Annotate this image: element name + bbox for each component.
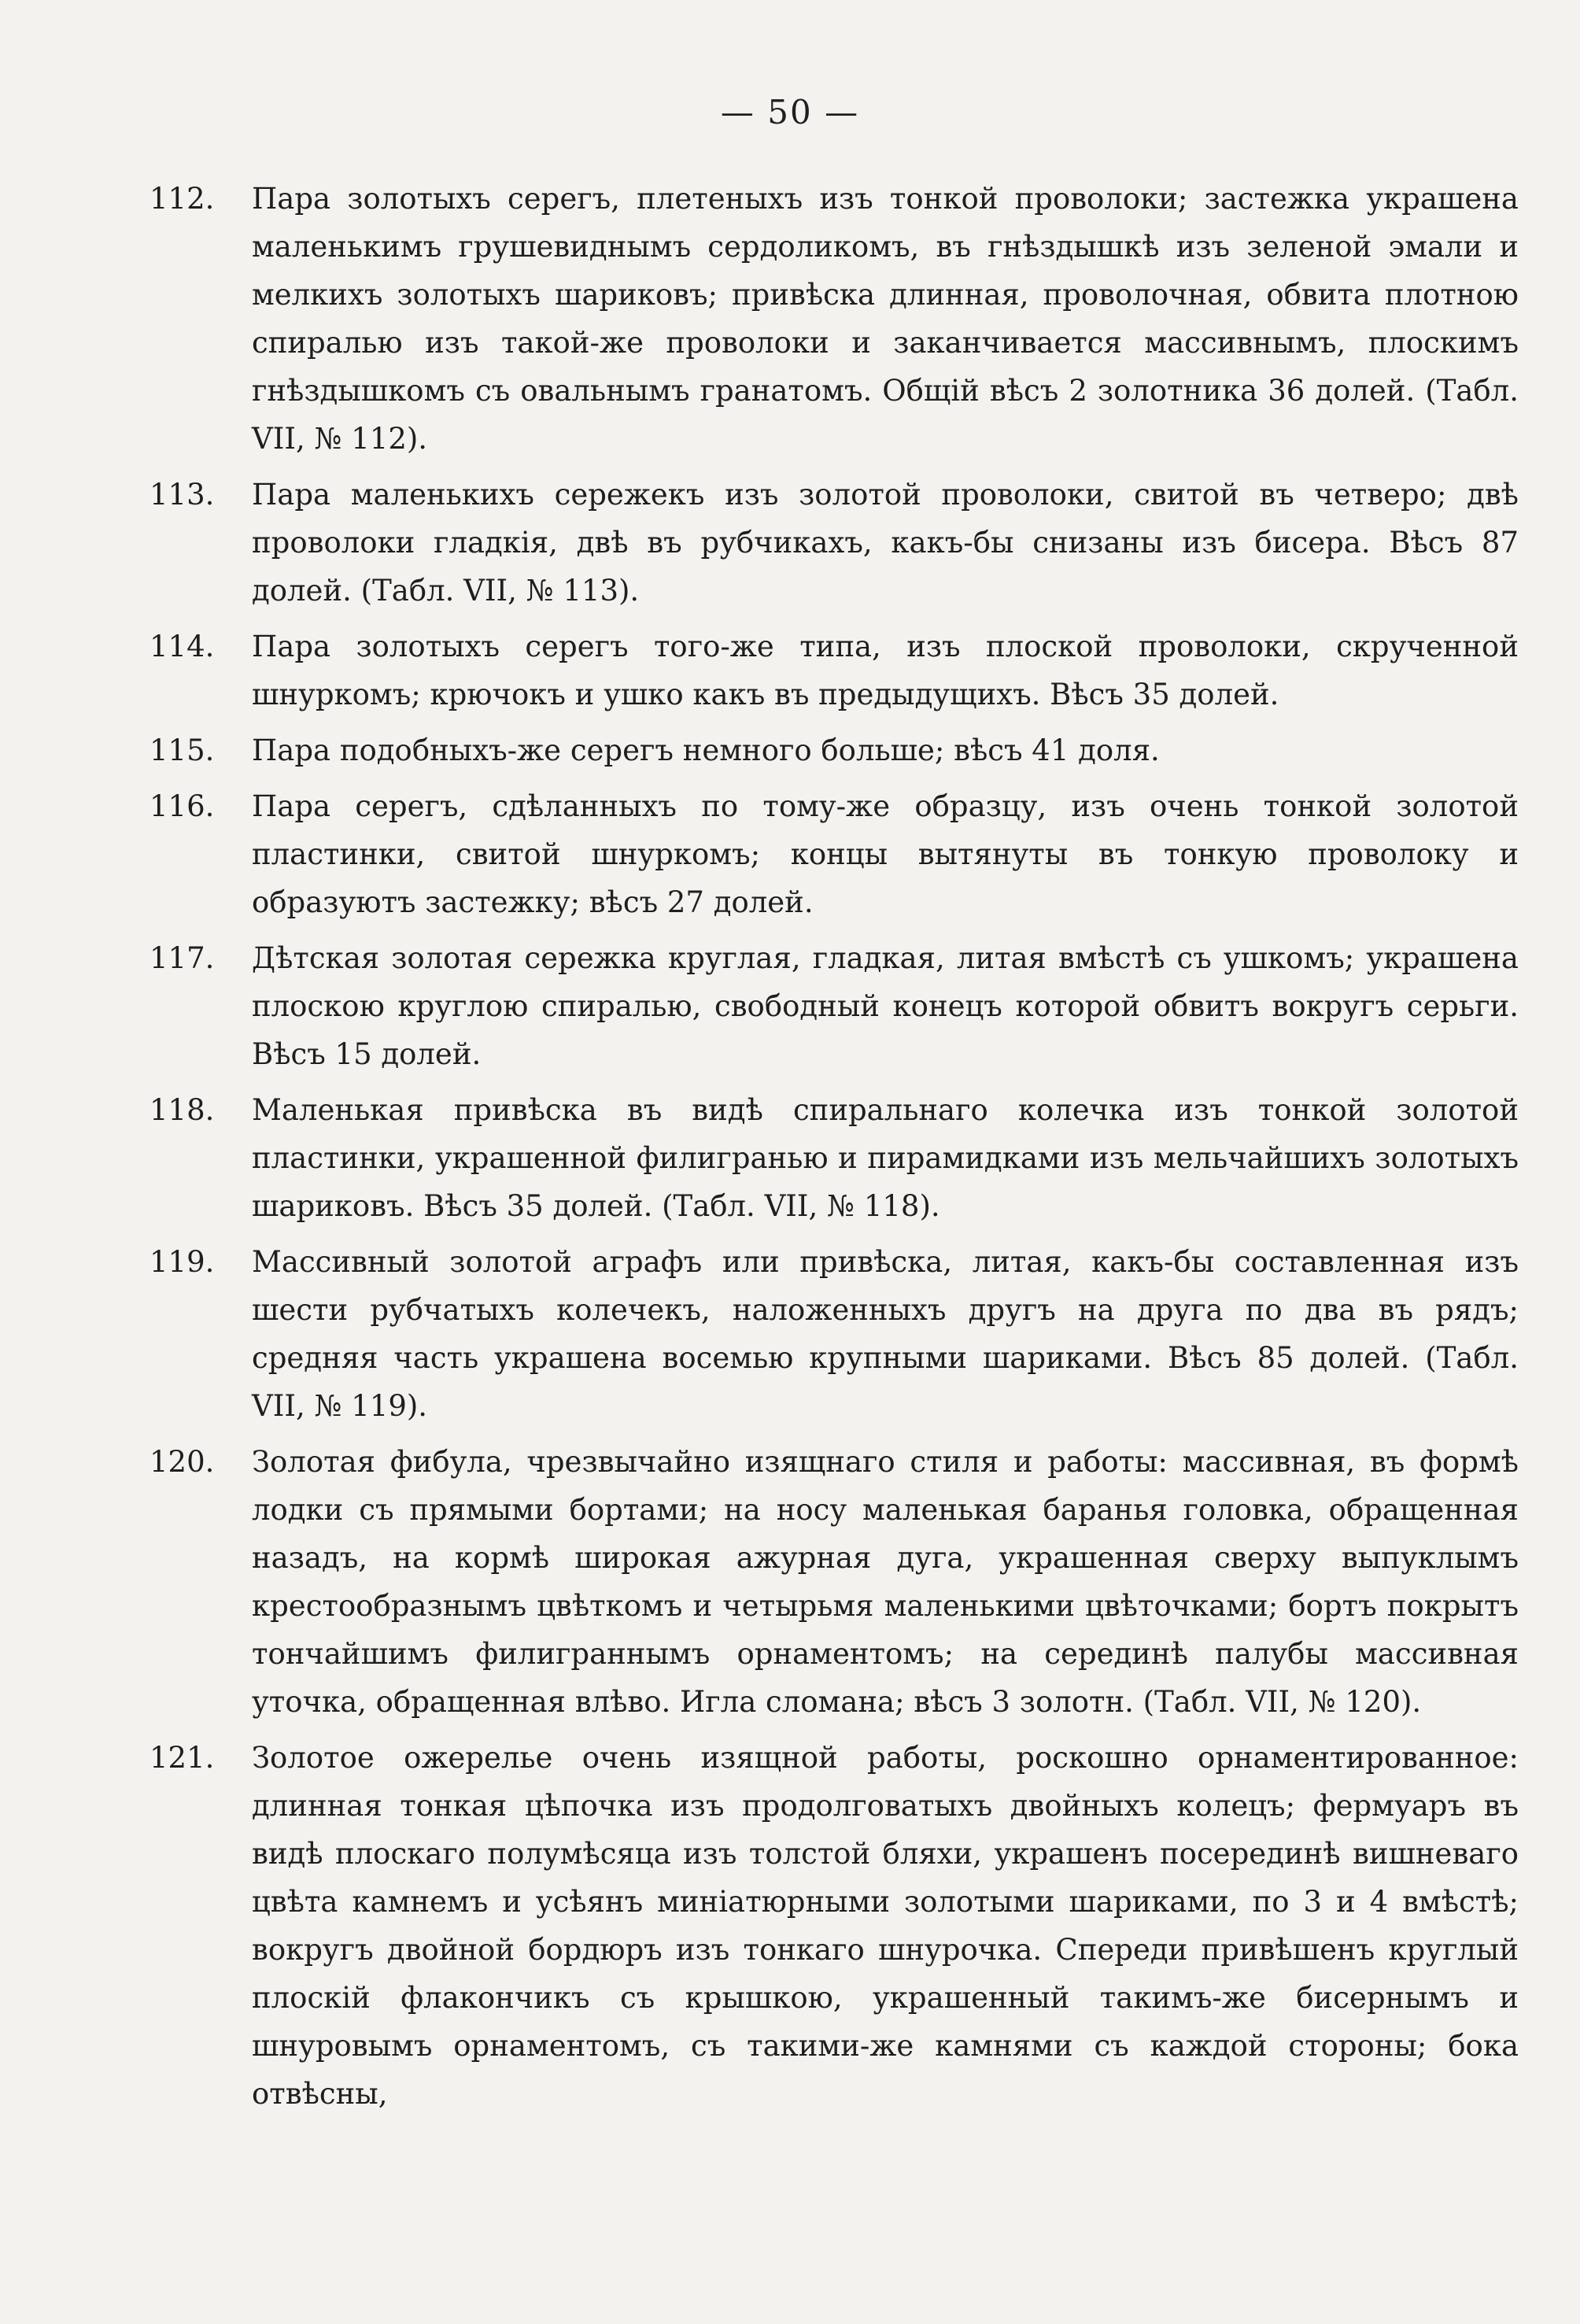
entry-text: Золотая фибула, чрезвычайно изящнаго стиля и работы: массивная, въ формѣ лодки съ прямыми бортами; на носу маленькая баранья головка, обращенная назадъ, на кормѣ широкая ажурная дуга, украшенная сверху выпуклымъ крестообразнымъ цвѣткомъ и четырьмя маленькими цвѣточками; бортъ покрытъ тончайшимъ филиграннымъ орнаментомъ; на серединѣ палубы массивная уточка, обращенная влѣво. Игла сломана; вѣсъ 3 золотн. (Табл. VII, № 120).	[252, 1445, 1519, 1719]
entry-number: 120.	[150, 1445, 215, 1479]
page-number: — 50 —	[720, 93, 860, 131]
entry-number: 113.	[150, 478, 215, 512]
entry-text: Маленькая привѣска въ видѣ спиральнаго колечка изъ тонкой золотой пластинки, украшенной филигранью и пирамидками изъ мельчайшихъ золотыхъ шариковъ. Вѣсъ 35 долей. (Табл. VII, № 118).	[252, 1093, 1519, 1223]
catalog-entry	[150, 175, 1519, 463]
entry-number: 116.	[150, 789, 215, 823]
entry-text: Массивный золотой аграфъ или привѣска, литая, какъ-бы составленная изъ шести рубчатыхъ колечекъ, наложенныхъ другъ на друга по два въ рядъ; средняя часть украшена восемью крупными шариками. Вѣсъ 85 долей. (Табл. VII, № 119).	[252, 1245, 1519, 1423]
entry-number: 114.	[150, 630, 215, 663]
catalog-entry	[150, 1086, 1519, 1230]
entry-text: Пара золотыхъ серегъ, плетеныхъ изъ тонкой проволоки; застежка украшена маленькимъ грушевиднымъ сердоликомъ, въ гнѣздышкѣ изъ зеленой эмали и мелкихъ золотыхъ шариковъ; привѣска длинная, проволочная, обвита плотною спиралью изъ такой-же проволоки и заканчивается массивнымъ, плоскимъ гнѣздышкомъ съ овальнымъ гранатомъ. Общій вѣсъ 2 золотника 36 долей. (Табл. VII, № 112).	[252, 182, 1519, 456]
entry-text: Дѣтская золотая сережка круглая, гладкая, литая вмѣстѣ съ ушкомъ; украшена плоскою круглою спиралью, свободный конецъ которой обвитъ вокругъ серьги. Вѣсъ 15 долей.	[252, 941, 1519, 1071]
catalog-entry	[150, 1438, 1519, 1726]
entry-number: 121.	[150, 1741, 215, 1775]
entry-number: 119.	[150, 1245, 215, 1279]
entry-number: 117.	[150, 941, 215, 975]
catalog-entry	[150, 1238, 1519, 1430]
catalog-entry	[150, 726, 1519, 774]
entry-text: Пара серегъ, сдѣланныхъ по тому-же образцу, изъ очень тонкой золотой пластинки, свитой шнуркомъ; концы вытянуты въ тонкую проволоку и образуютъ застежку; вѣсъ 27 долей.	[252, 789, 1519, 919]
catalog-entry	[150, 471, 1519, 615]
catalog-entry	[150, 934, 1519, 1078]
catalog-entry	[150, 782, 1519, 926]
entry-text: Золотое ожерелье очень изящной работы, роскошно орнаментированное: длинная тонкая цѣпочка изъ продолговатыхъ двойныхъ колецъ; фермуаръ въ видѣ плоскаго полумѣсяца изъ толстой бляхи, украшенъ посерединѣ вишневаго цвѣта камнемъ и усѣянъ миніатюрными золотыми шариками, по 3 и 4 вмѣстѣ; вокругъ двойной бордюръ изъ тонкаго шнурочка. Спереди привѣшенъ круглый плоскій флакончикъ съ крышкою, украшенный такимъ-же бисернымъ и шнуровымъ орнаментомъ, съ такими-же камнями съ каждой стороны; бока отвѣсны,	[252, 1741, 1519, 2111]
entry-text: Пара золотыхъ серегъ того-же типа, изъ плоской проволоки, скрученной шнуркомъ; крючокъ и ушко какъ въ предыдущихъ. Вѣсъ 35 долей.	[252, 630, 1519, 711]
entry-number: 118.	[150, 1093, 215, 1127]
entry-text: Пара подобныхъ-же серегъ немного больше; вѣсъ 41 доля.	[252, 733, 1160, 767]
entry-number: 112.	[150, 182, 215, 216]
entry-text: Пара маленькихъ сережекъ изъ золотой проволоки, свитой въ четверо; двѣ проволоки гладкія, двѣ въ рубчикахъ, какъ-бы снизаны изъ бисера. Вѣсъ 87 долей. (Табл. VII, № 113).	[252, 478, 1519, 608]
catalog-entries	[150, 175, 1519, 2126]
catalog-entry	[150, 623, 1519, 719]
entry-number: 115.	[150, 733, 215, 767]
catalog-entry	[150, 1734, 1519, 2118]
